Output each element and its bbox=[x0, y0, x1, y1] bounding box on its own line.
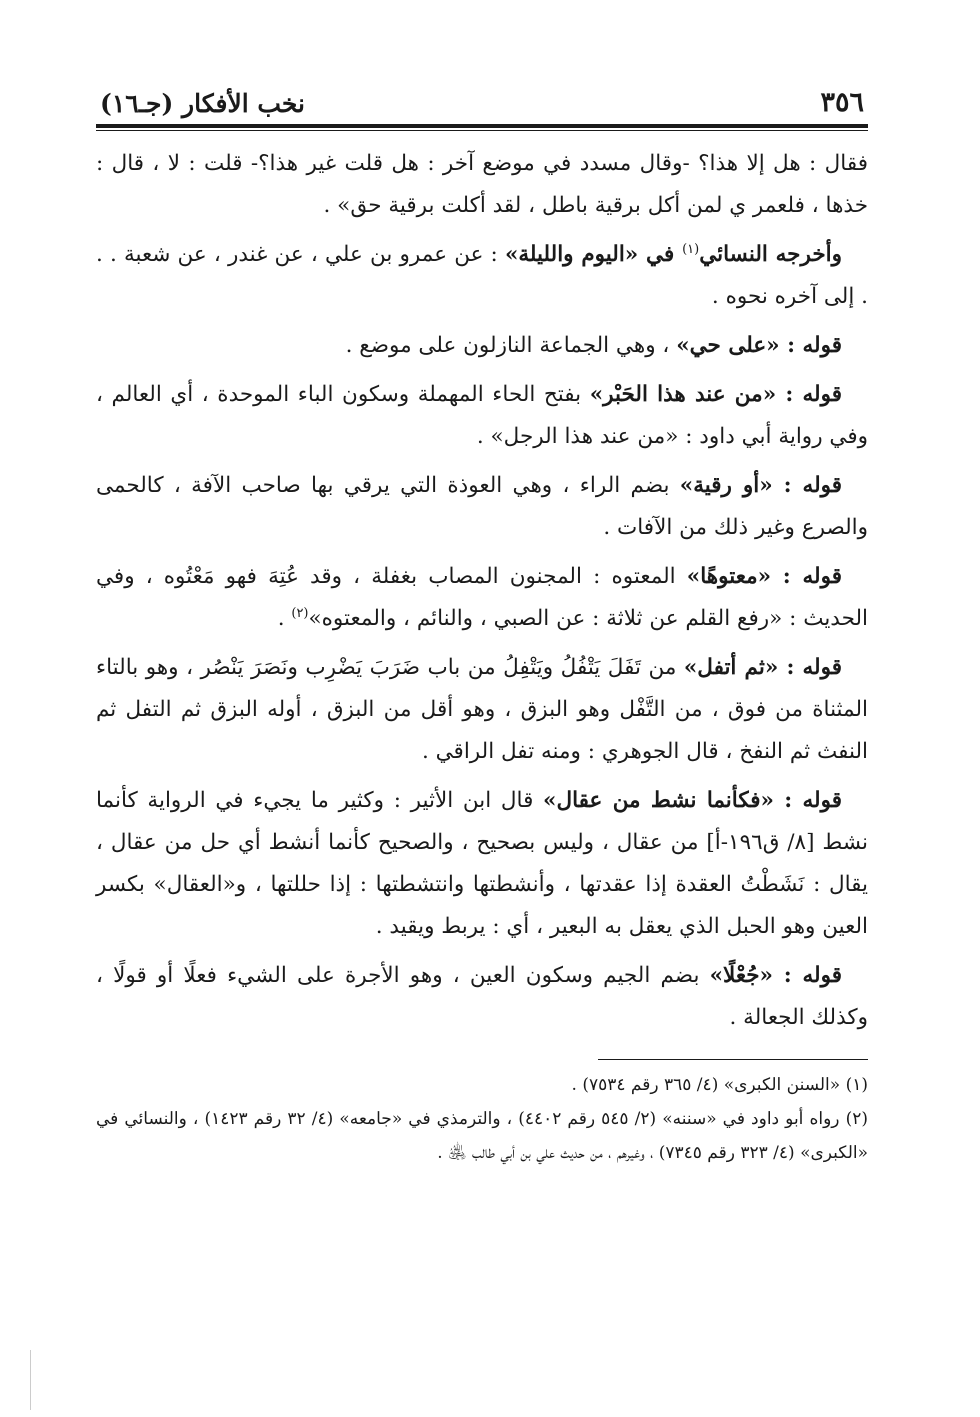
paragraph bbox=[96, 325, 868, 367]
book-page bbox=[96, 70, 868, 1370]
page-header bbox=[96, 70, 868, 122]
text-segment: . bbox=[277, 606, 292, 631]
text-segment: ، وهي الجماعة النازلون على موضع . bbox=[345, 333, 677, 358]
footnote-ref: (١) bbox=[682, 241, 700, 257]
header-rule-thick bbox=[96, 124, 868, 128]
bold-phrase: قوله : «من عند هذا الحَبْر» bbox=[589, 382, 842, 407]
header-rule-thin bbox=[96, 130, 868, 131]
bold-phrase: قوله : «أو رقية» bbox=[679, 473, 843, 498]
footnote-separator bbox=[598, 1059, 868, 1060]
footnote-2: (٢) رواه أبو داود في «سننه» (٢/ ٥٤٥ رقم ٤٤٠٢) ، والترمذي في «جامعه» (٤/ ٣٢ رقم ١٤٢٣) ، والنسائي في «الكبرى» (٤/ ٣٢٣ رقم ٧٣٤٥) ، وغيرهم ، من حديث علي بن أبي طالب ﵁ . bbox=[96, 1109, 868, 1163]
bold-phrase: قوله : «جُعْلًا» bbox=[709, 963, 842, 988]
paragraph bbox=[96, 374, 868, 458]
text-segment: بضم الراء ، وهي العوذة التي يرقي بها صاحب الآفة ، كالحمى والصرع وغير ذلك من الآفات . bbox=[96, 473, 868, 540]
bold-phrase: قوله : «معتوهًا» bbox=[686, 564, 842, 589]
bold-phrase: قوله : «ثم أتفل» bbox=[683, 655, 842, 680]
text-segment: من تَفَلَ يَتْفُلُ ويَتْفِلُ من باب ضَرَبَ يَضْرِب ونَصَرَ يَنْصُر ، وهو بالتاء المثناة من فوق ، من التَّفْل وهو البزق ، وهو أقل من البزق ، أوله البزق ثم التفل ثم النفث ثم النفخ ، قال الجوهري : ومنه تفل الراقي . bbox=[96, 655, 868, 764]
text-segment: بضم الجيم وسكون العين ، وهو الأجرة على الشيء فعلًا أو قولًا ، وكذلك الجعالة . bbox=[96, 963, 868, 1030]
footnotes bbox=[96, 1068, 868, 1170]
text-segment: بفتح الحاء المهملة وسكون الباء الموحدة ، أي العالم ، وفي رواية أبي داود : «من عند هذا الرجل» . bbox=[96, 382, 868, 449]
bold-phrase: وأخرجه النسائي bbox=[699, 242, 842, 267]
paragraph bbox=[96, 556, 868, 640]
book-title: نخب الأفكار (جـ١٦) bbox=[100, 89, 306, 118]
paragraph bbox=[96, 955, 868, 1039]
bold-phrase: قوله : «فكأنما نشط من عقال» bbox=[543, 788, 842, 813]
margin-mark bbox=[30, 1350, 31, 1410]
text-segment: قال ابن الأثير : وكثير ما يجيء في الرواية كأنما نشط [٨/ ق١٩٦-أ] من عقال ، وليس بصحيح ، والصحيح كأنما أنشط أي حل من عقال ، يقال : نَشَطْتُ العقدة إذا عقدتها ، وأنشطتها وانتشطتها : إذا حللتها ، و«العقال» بكسر العين وهو الحبل الذي يعقل به البعير ، أي : يربط ويقيد . bbox=[96, 788, 868, 939]
text-segment: فقال : هل إلا هذا؟ -وقال مسدد في موضع آخر : هل قلت غير هذا؟- قلت : لا ، قال : خذها ، فلعمر ي لمن أكل برقية باطل ، لقد أكلت برقية حق» . bbox=[96, 151, 868, 218]
paragraph bbox=[96, 780, 868, 948]
footnote-ref: (٢) bbox=[291, 605, 309, 621]
paragraph bbox=[96, 647, 868, 773]
bold-phrase: قوله : «على حي» bbox=[676, 333, 842, 358]
page-number: ٣٥٦ bbox=[820, 87, 864, 118]
paragraph bbox=[96, 143, 868, 227]
text-segment: المعتوه : المجنون المصاب بغفلة ، وقد عُتِهَ فهو مَعْتُوه ، وفي الحديث : «رفع القلم عن ثلاثة : عن الصبي ، والنائم ، والمعتوه» bbox=[96, 564, 868, 631]
paragraph bbox=[96, 234, 868, 318]
paragraph bbox=[96, 465, 868, 549]
main-text bbox=[96, 143, 868, 1039]
text-segment: : عن عمرو بن علي ، عن غندر ، عن شعبة . . . إلى آخره نحوه . bbox=[96, 242, 868, 309]
bold-phrase: في «اليوم والليلة» bbox=[504, 242, 683, 267]
footnote-1: (١) «السنن الكبرى» (٤/ ٣٦٥ رقم ٧٥٣٤) . bbox=[571, 1075, 868, 1095]
